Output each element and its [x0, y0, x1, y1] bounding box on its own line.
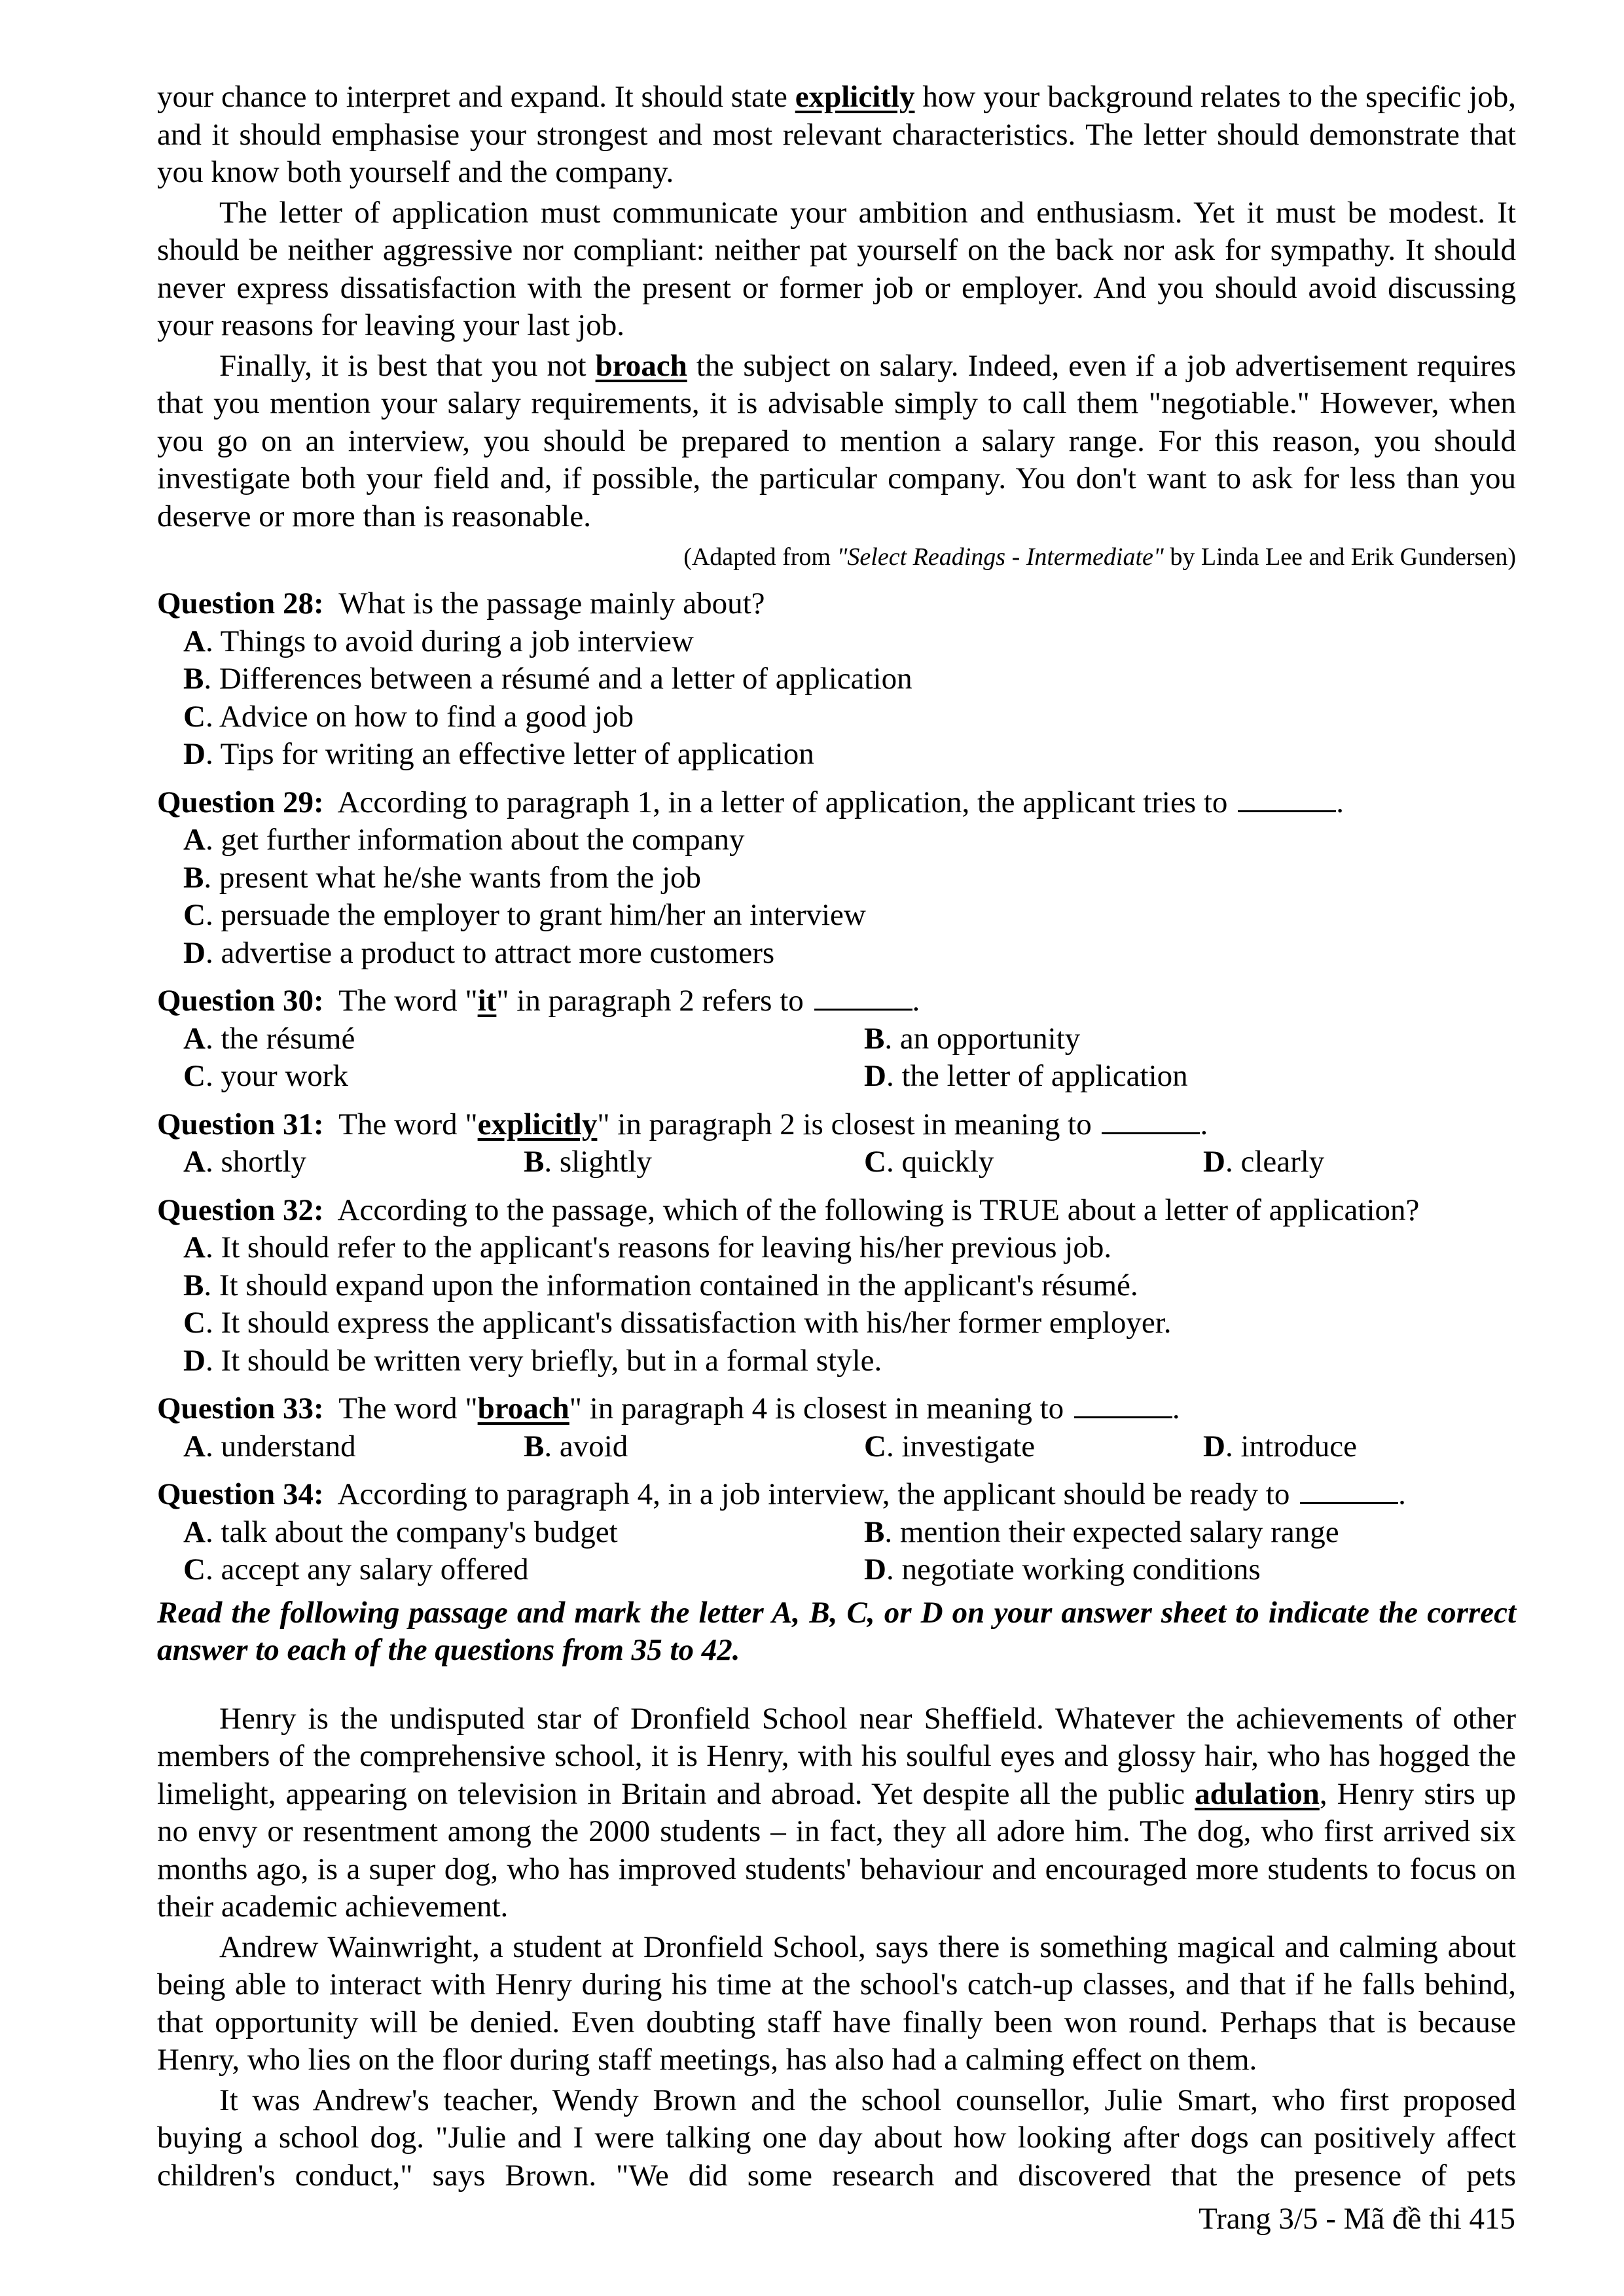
option-d[interactable]: D. clearly [1203, 1145, 1325, 1179]
question-31: Question 31: The word "explicitly" in paragraph 2 is closest in meaning to . A. shortly B. slightly C. quickly D. clearly [157, 1106, 1516, 1181]
passage-1-paragraph-3: The letter of application must communicate your ambition and enthusiasm. Yet it must be modest. It should be neither aggressive nor compliant: neither pat yourself on the back nor ask for sympathy. It should never express dissatisfaction with the present or former job or employer. And you should avoid discussing your reasons for leaving your last job. [157, 195, 1516, 342]
option-d[interactable]: D. negotiate working conditions [864, 1552, 1261, 1587]
question-label: Question 28: [157, 586, 324, 620]
option-b[interactable]: B. It should expand upon the information contained in the applicant's résumé. [183, 1268, 1138, 1302]
option-b[interactable]: B. avoid [524, 1429, 628, 1463]
question-stem: According to paragraph 4, in a job interview, the applicant should be ready to [337, 1477, 1290, 1511]
passage-1-paragraph-4: Finally, it is best that you not broach the subject on salary. Indeed, even if a job advertisement requires that you mention your salary requirements, it is advisable simply to call them "negotiable." However, when you go on an interview, you should be prepared to mention a salary range. For this reason, you should investigate both your field and, if possible, the particular company. You don't want to ask for less than you deserve or more than is reasonable. [157, 348, 1516, 533]
keyword-explicitly: explicitly [795, 80, 915, 114]
options-list [157, 1229, 1516, 1380]
passage-1-paragraph-2: your chance to interpret and expand. It should state explicitly how your background relates to the specific job, and it should emphasise your strongest and most relevant characteristics. The letter should demonstrate that you know both yourself and the company. [157, 80, 1516, 189]
option-d[interactable]: D. the letter of application [864, 1059, 1188, 1093]
question-28 [157, 585, 1516, 774]
question-label: Question 30: [157, 984, 324, 1018]
options-list [157, 623, 1516, 774]
options-grid [157, 1143, 1516, 1181]
options-list [157, 821, 1516, 972]
answer-blank [1238, 784, 1336, 812]
option-a[interactable]: A. the résumé [183, 1021, 355, 1056]
option-a[interactable]: A. Things to avoid during a job interview [183, 624, 694, 658]
passage-2-paragraph-1: Henry is the undisputed star of Dronfield School near Sheffield. Whatever the achievements of other members of the comprehensive school, it is Henry, with his soulful eyes and glossy hair, who has hogged the limelight, appearing on television in Britain and abroad. Yet despite all the public adulation, Henry stirs up no envy or resentment among the 2000 students – in fact, they all adore him. The dog, who first arrived six months ago, is a super dog, who has improved students' behaviour and encouraged more students to focus on their academic achievement. [157, 1701, 1516, 1924]
section-instruction: Read the following passage and mark the letter A, B, C, or D on your answer sheet to indicate the correct answer to each of the questions from 35 to 42. [157, 1595, 1516, 1667]
option-c[interactable]: C. It should express the applicant's dissatisfaction with his/her former employer. [183, 1306, 1172, 1340]
option-d[interactable]: D. advertise a product to attract more customers [183, 935, 775, 970]
option-d[interactable]: D. It should be written very briefly, but in a formal style. [183, 1343, 882, 1378]
passage-2-paragraph-2: Andrew Wainwright, a student at Dronfield School, says there is something magical and calming about being able to interact with Henry during his time at the school's catch-up classes, and that if he falls behind, that opportunity will be denied. Even doubting staff have finally been won round. Perhaps that is because Henry, who lies on the floor during staff meetings, has also had a calming effect on them. [157, 1929, 1516, 2077]
keyword-it: it [477, 984, 497, 1018]
question-label: Question 34: [157, 1477, 324, 1511]
answer-blank [1074, 1390, 1172, 1418]
option-b[interactable]: B. slightly [524, 1145, 652, 1179]
option-c[interactable]: C. your work [183, 1059, 348, 1093]
keyword-adulation: adulation [1195, 1776, 1320, 1811]
option-a[interactable]: A. understand [183, 1429, 356, 1463]
option-c[interactable]: C. Advice on how to find a good job [183, 699, 634, 734]
question-label: Question 29: [157, 785, 324, 819]
exam-page [157, 79, 1516, 2195]
option-c[interactable]: C. persuade the employer to grant him/her an interview [183, 898, 866, 932]
question-label: Question 32: [157, 1193, 324, 1227]
keyword-broach: broach [595, 348, 687, 383]
options-grid [157, 1020, 1516, 1096]
passage-2 [157, 1700, 1516, 2195]
option-a[interactable]: A. get further information about the company [183, 823, 745, 857]
option-a[interactable]: A. shortly [183, 1145, 307, 1179]
question-label: Question 33: [157, 1391, 324, 1426]
option-c[interactable]: C. quickly [864, 1145, 994, 1179]
question-stem: According to paragraph 1, in a letter of application, the applicant tries to [337, 785, 1228, 819]
answer-blank [814, 982, 912, 1011]
options-grid [157, 1514, 1516, 1589]
keyword-broach: broach [477, 1391, 569, 1426]
question-34: Question 34: According to paragraph 4, in a job interview, the applicant should be ready to . A. talk about the company's budget B. mention their expected salary range C. accept any salary offered D. negotiate working conditions [157, 1476, 1516, 1589]
question-stem: What is the passage mainly about? [338, 586, 765, 620]
option-b[interactable]: B. mention their expected salary range [864, 1515, 1339, 1549]
option-b[interactable]: B. an opportunity [864, 1021, 1081, 1056]
page-footer: Trang 3/5 - Mã đề thi 415 [1199, 2202, 1515, 2236]
option-c[interactable]: C. accept any salary offered [183, 1552, 529, 1587]
question-stem: According to the passage, which of the following is TRUE about a letter of application? [337, 1193, 1420, 1227]
option-c[interactable]: C. investigate [864, 1429, 1036, 1463]
answer-blank [1102, 1106, 1200, 1134]
source-citation: (Adapted from "Select Readings - Intermediate" by Linda Lee and Erik Gundersen) [683, 543, 1516, 571]
question-30: Question 30: The word "it" in paragraph 2 refers to . A. the résumé B. an opportunity C. your work D. the letter of application [157, 982, 1516, 1096]
question-label: Question 31: [157, 1107, 324, 1141]
answer-blank [1300, 1476, 1398, 1504]
option-a[interactable]: A. talk about the company's budget [183, 1515, 618, 1549]
question-33: Question 33: The word "broach" in paragraph 4 is closest in meaning to . A. understand B. avoid C. investigate D. introduce [157, 1390, 1516, 1465]
option-a[interactable]: A. It should refer to the applicant's reasons for leaving his/her previous job. [183, 1230, 1112, 1265]
passage-2-paragraph-3: It was Andrew's teacher, Wendy Brown and the school counsellor, Julie Smart, who first proposed buying a school dog. "Julie and I were talking one day about how looking after dogs can positively affect children's conduct," says Brown. "We did some research and discovered that the presence of pets [157, 2083, 1516, 2193]
options-grid [157, 1428, 1516, 1466]
question-32 [157, 1192, 1516, 1380]
keyword-explicitly: explicitly [477, 1107, 598, 1141]
option-d[interactable]: D. Tips for writing an effective letter of application [183, 737, 814, 771]
question-29: Question 29: According to paragraph 1, in a letter of application, the applicant tries to . A. get further information about the company B. present what he/she wants from the job C. persuade the employer to grant him/her an interview D. advertise a product to attract more customers [157, 784, 1516, 973]
option-b[interactable]: B. Differences between a résumé and a letter of application [183, 662, 912, 696]
option-b[interactable]: B. present what he/she wants from the job [183, 860, 702, 895]
option-d[interactable]: D. introduce [1203, 1429, 1357, 1463]
passage-1 [157, 79, 1516, 573]
